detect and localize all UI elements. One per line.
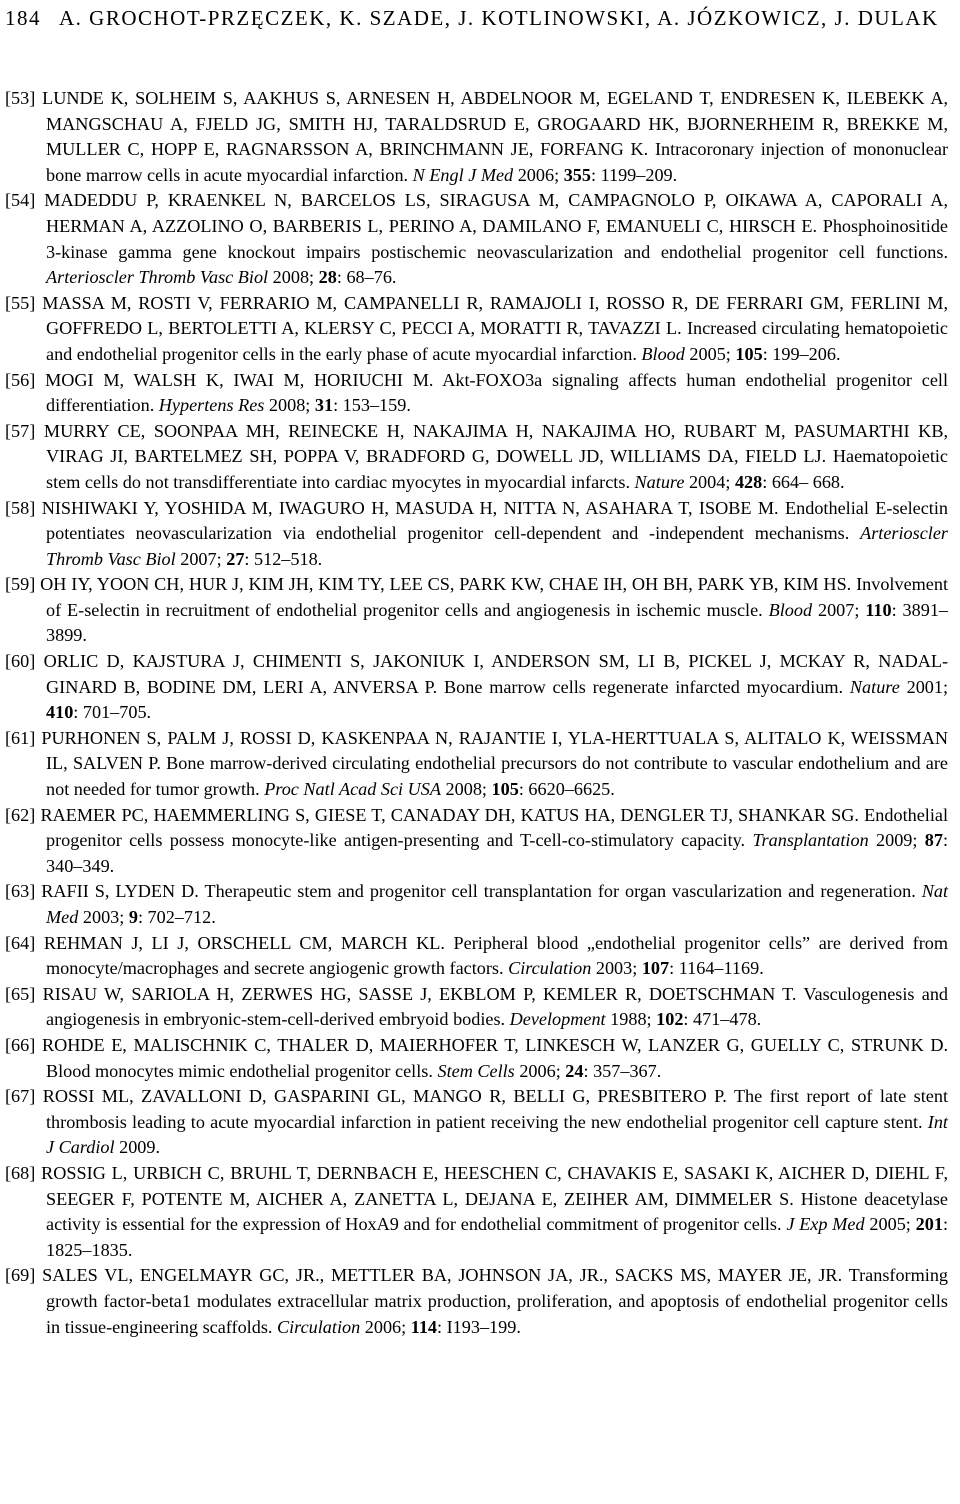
- reference-number: [68]: [5, 1162, 36, 1183]
- reference-volume: 102: [656, 1009, 684, 1030]
- reference-volume: 110: [865, 599, 892, 620]
- reference-entry: [5, 982, 948, 1033]
- reference-pages: : 357–367.: [583, 1060, 662, 1081]
- reference-year: 2008;: [272, 267, 315, 288]
- reference-title: Intracoronary injection of mononuclear bone marrow cells in acute myocardial infarction.: [46, 139, 949, 185]
- reference-volume: 107: [641, 958, 670, 979]
- reference-title: Endothelial E-selectin potentiates neovascularization via endothelial progenitor cell-dependent and -independent mechanisms.: [46, 497, 949, 544]
- reference-title: Phosphoinositide 3-kinase gamma gene knockout impairs postischemic neovascularization and endothelial progenitor cell functions.: [46, 215, 949, 262]
- reference-authors: PURHONEN S, PALM J, ROSSI D, KASKENPAA N, RAJANTIE I, YLA-HERTTUALA S, ALITALO K, WEISSMAN IL, SALVEN P.: [41, 727, 949, 774]
- reference-title: Bone marrow cells regenerate infarcted myocardium.: [444, 676, 844, 697]
- reference-authors: LUNDE K, SOLHEIM S, AAKHUS S, ARNESEN H, ABDELNOOR M, EGELAND T, ENDRESEN K, ILEBEKK A, MANGSCHAU A, FJELD JG, SMITH HJ, TARALDSRUD E, GROGAARD HK, BJORNERHEIM R, BREKKE M, MULLER C, HOPP E, RAGNARSSON A, BRINCHMANN JE, FORFANG K.: [42, 88, 949, 160]
- reference-volume: 27: [226, 548, 245, 569]
- reference-journal: J Exp Med: [786, 1214, 865, 1235]
- reference-year: 2007;: [817, 599, 860, 620]
- reference-number: [63]: [5, 881, 36, 902]
- reference-authors: RAEMER PC, HAEMMERLING S, GIESE T, CANADAY DH, KATUS HA, DENGLER TJ, SHANKAR SG.: [40, 804, 859, 825]
- reference-authors: ORLIC D, KAJSTURA J, CHIMENTI S, JAKONIUK I, ANDERSON SM, LI B, PICKEL J, MCKAY R, NADAL-GINARD B, BODINE DM, LERI A, ANVERSA P.: [43, 651, 949, 697]
- reference-title: Therapeutic stem and progenitor cell transplantation for organ vascularization and regeneration.: [204, 881, 916, 902]
- reference-journal: Blood: [641, 343, 685, 364]
- reference-entry: [5, 1033, 948, 1084]
- reference-authors: RAFII S, LYDEN D.: [41, 881, 199, 902]
- reference-title: Blood monocytes mimic endothelial progenitor cells.: [46, 1060, 433, 1081]
- reference-authors: MOGI M, WALSH K, IWAI M, HORIUCHI M.: [45, 369, 434, 390]
- reference-number: [54]: [5, 190, 36, 211]
- reference-journal: Proc Natl Acad Sci USA: [264, 779, 441, 800]
- reference-pages: : 702–712.: [137, 907, 216, 927]
- reference-title: Haematopoietic stem cells do not transdifferentiate into cardiac myocytes in myocardial infarcts.: [46, 446, 948, 492]
- reference-entry: [5, 188, 948, 290]
- reference-pages: : 3891–3899.: [46, 599, 949, 646]
- reference-title: Peripheral blood „endothelial progenitor cells” are derived from monocyte/macrophages and secrete angiogenic growth factors.: [46, 932, 948, 979]
- reference-entry: [5, 419, 948, 496]
- reference-number: [61]: [5, 727, 36, 748]
- reference-year: 2005;: [869, 1214, 911, 1235]
- reference-year: 2009;: [876, 830, 918, 851]
- reference-entry: [5, 803, 948, 880]
- reference-authors: RISAU W, SARIOLA H, ZERWES HG, SASSE J, EKBLOM P, KEMLER R, DOETSCHMAN T.: [42, 983, 797, 1004]
- reference-entry: [5, 572, 948, 649]
- reference-year: 2006;: [517, 164, 560, 185]
- reference-volume: 28: [318, 267, 337, 288]
- reference-pages: : 1825–1835.: [46, 1214, 948, 1260]
- reference-year: 2003;: [82, 907, 125, 927]
- reference-entry: [5, 1161, 948, 1263]
- reference-title: Involvement of E-selectin in recruitment of endothelial progenitor cells and angiogenesis in ischemic muscle.: [46, 574, 949, 620]
- reference-entry: [5, 1084, 948, 1161]
- reference-number: [60]: [5, 651, 36, 672]
- reference-number: [58]: [5, 497, 36, 518]
- reference-number: [57]: [5, 420, 36, 441]
- reference-authors: OH IY, YOON CH, HUR J, KIM JH, KIM TY, LEE CS, PARK KW, CHAE IH, OH BH, PARK YB, KIM HS.: [40, 574, 852, 595]
- reference-title: The first report of late stent thrombosis leading to acute myocardial infarction in patient receiving the new endothelial progenitor cell capture stent.: [46, 1086, 948, 1132]
- reference-number: [65]: [5, 983, 36, 1004]
- running-title: A. GROCHOT-PRZĘCZEK, K. SZADE, J. KOTLINOWSKI, A. JÓZKOWICZ, J. DULAK: [59, 6, 939, 30]
- reference-pages: : I193–199.: [437, 1316, 521, 1337]
- reference-entry: [5, 649, 948, 726]
- reference-pages: : 153–159.: [333, 395, 411, 416]
- reference-journal: Development: [509, 1009, 606, 1030]
- reference-journal: Nature: [634, 471, 685, 492]
- reference-title: Bone marrow-derived circulating endothelial precursors do not contribute to vascular endothelium and are not needed for tumor growth.: [46, 753, 949, 800]
- reference-number: [56]: [5, 369, 36, 390]
- reference-journal: Nature: [849, 676, 900, 697]
- reference-volume: 9: [128, 907, 138, 927]
- reference-authors: ROHDE E, MALISCHNIK C, THALER D, MAIERHOFER T, LINKESCH W, LANZER G, GUELLY C, STRUNK D.: [41, 1034, 948, 1055]
- reference-year: 2004;: [688, 471, 731, 492]
- reference-authors: ROSSI ML, ZAVALLONI D, GASPARINI GL, MANGO R, BELLI G, PRESBITERO P.: [42, 1086, 727, 1107]
- reference-entry: [5, 726, 948, 803]
- reference-number: [64]: [5, 932, 36, 953]
- reference-authors: REHMAN J, LI J, ORSCHELL CM, MARCH KL.: [43, 932, 445, 953]
- reference-year: 2006;: [519, 1060, 561, 1081]
- reference-volume: 105: [491, 779, 519, 800]
- reference-title: Vasculogenesis and angiogenesis in embryonic-stem-cell-derived embryoid bodies.: [46, 983, 949, 1030]
- reference-year: 2007;: [180, 548, 222, 569]
- reference-journal: Circulation: [277, 1316, 361, 1337]
- reference-pages: : 471–478.: [683, 1009, 762, 1030]
- reference-number: [55]: [5, 292, 36, 313]
- reference-pages: : 701–705.: [73, 702, 152, 723]
- reference-number: [59]: [5, 574, 36, 595]
- reference-year: 2003;: [595, 958, 638, 979]
- reference-journal: Hypertens Res: [158, 395, 265, 416]
- reference-journal: Blood: [768, 599, 813, 620]
- reference-title: Akt-FOXO3a signaling affects human endothelial progenitor cell differentiation.: [46, 369, 948, 416]
- reference-journal: Int J Cardiol: [46, 1111, 948, 1158]
- reference-number: [69]: [5, 1265, 36, 1286]
- reference-title: Endothelial progenitor cells possess monocyte-like antigen-presenting and T-cell-co-stimulatory capacity.: [46, 804, 949, 851]
- reference-volume: 24: [565, 1060, 584, 1081]
- reference-volume: 114: [410, 1316, 438, 1337]
- reference-pages: : 199–206.: [762, 343, 841, 364]
- reference-title: Histone deacetylase activity is essential for the expression of HoxA9 and for endothelial commitment of progenitor cells.: [46, 1188, 948, 1235]
- reference-authors: MURRY CE, SOONPAA MH, REINECKE H, NAKAJIMA H, NAKAJIMA HO, RUBART M, PASUMARTHI KB, VIRAG JI, BARTELMEZ SH, POPPA V, BRADFORD G, DOWELL JD, WILLIAMS DA, FIELD LJ.: [43, 420, 948, 467]
- reference-number: [67]: [5, 1086, 36, 1107]
- reference-entry: [5, 291, 948, 368]
- reference-volume: 87: [924, 830, 943, 851]
- reference-entry: [5, 496, 948, 573]
- reference-volume: 410: [46, 702, 74, 723]
- reference-year: 2009.: [119, 1137, 161, 1158]
- reference-volume: 201: [915, 1214, 943, 1235]
- reference-authors: ROSSIG L, URBICH C, BRUHL T, DERNBACH E, HEESCHEN C, CHAVAKIS E, SASAKI K, AICHER D, DIEHL F, SEEGER F, POTENTE M, AICHER A, ZANETTA L, DEJANA E, ZEIHER AM, DIMMELER S.: [41, 1162, 948, 1209]
- reference-journal: Stem Cells: [437, 1060, 515, 1081]
- reference-entry: [5, 931, 948, 982]
- reference-pages: : 68–76.: [336, 267, 397, 288]
- reference-pages: : 1199–209.: [590, 164, 678, 185]
- reference-entry: [5, 1263, 948, 1340]
- reference-pages: : 512–518.: [244, 548, 323, 569]
- reference-pages: : 340–349.: [46, 830, 949, 876]
- reference-year: 2005;: [689, 343, 731, 364]
- reference-volume: 105: [735, 343, 763, 364]
- reference-volume: 31: [314, 395, 334, 416]
- reference-year: 2008;: [445, 779, 487, 800]
- page-number: 184: [5, 6, 41, 30]
- reference-pages: : 1164–1169.: [669, 958, 764, 979]
- reference-entry: [5, 86, 948, 188]
- reference-pages: : 6620–6625.: [518, 779, 615, 800]
- reference-title: Transforming growth factor-beta1 modulates extracellular matrix production, proliferation, and apoptosis of endothelial progenitor cells in tissue-engineering scaffolds.: [46, 1265, 949, 1337]
- reference-authors: SALES VL, ENGELMAYR GC, JR., METTLER BA, JOHNSON JA, JR., SACKS MS, MAYER JE, JR.: [42, 1265, 843, 1286]
- reference-journal: Transplantation: [752, 830, 869, 851]
- reference-year: 2006;: [364, 1316, 407, 1337]
- reference-journal: Arterioscler Thromb Vasc Biol: [46, 523, 949, 569]
- reference-authors: NISHIWAKI Y, YOSHIDA M, IWAGURO H, MASUDA H, NITTA N, ASAHARA T, ISOBE M.: [41, 497, 779, 518]
- reference-title: Increased circulating hematopoietic and endothelial progenitor cells in the early phase of acute myocardial infarction.: [46, 318, 948, 364]
- reference-journal: Nat Med: [46, 881, 949, 927]
- reference-volume: 355: [563, 164, 591, 185]
- reference-entry: [5, 879, 948, 930]
- reference-pages: : 664– 668.: [762, 471, 845, 492]
- reference-year: 1988;: [610, 1009, 652, 1030]
- reference-journal: Circulation: [508, 958, 592, 979]
- reference-authors: MADEDDU P, KRAENKEL N, BARCELOS LS, SIRAGUSA M, CAMPAGNOLO P, OIKAWA A, CAPORALI A, HERMAN A, AZZOLINO O, BARBERIS L, PERINO A, DAMILANO F, EMANUELI C, HIRSCH E.: [44, 190, 948, 236]
- reference-list: [5, 86, 948, 1340]
- reference-year: 2008;: [268, 395, 311, 416]
- reference-authors: MASSA M, ROSTI V, FERRARIO M, CAMPANELLI R, RAMAJOLI I, ROSSO R, DE FERRARI GM, FERLINI M, GOFFREDO L, BERTOLETTI A, KLERSY C, PECCI A, MORATTI R, TAVAZZI L.: [42, 292, 949, 339]
- reference-journal: Arterioscler Thromb Vasc Biol: [46, 267, 269, 288]
- reference-number: [62]: [5, 804, 36, 825]
- reference-number: [53]: [5, 88, 36, 108]
- reference-entry: [5, 368, 948, 419]
- reference-number: [66]: [5, 1034, 36, 1055]
- reference-year: 2001;: [906, 676, 949, 697]
- running-header: [5, 6, 948, 30]
- reference-volume: 428: [734, 471, 763, 492]
- reference-journal: N Engl J Med: [412, 164, 514, 185]
